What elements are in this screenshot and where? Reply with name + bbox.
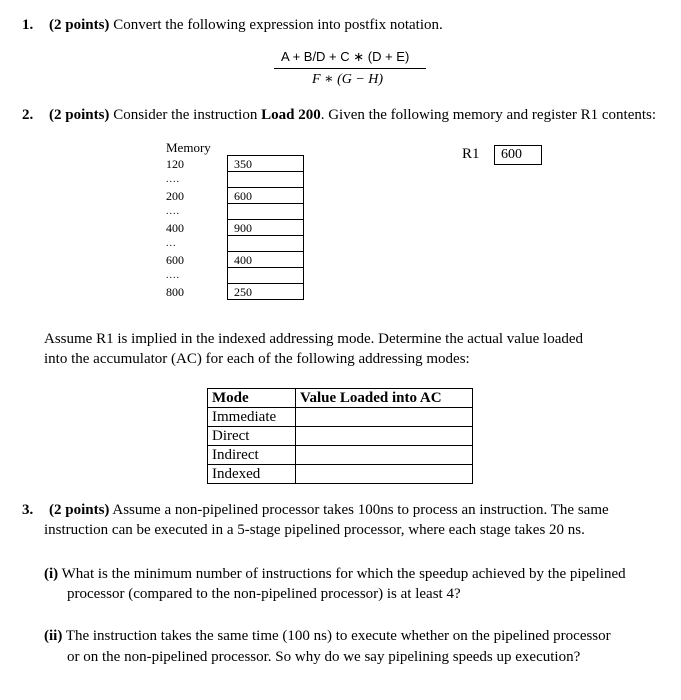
question-3-line-1: Assume a non-pipelined processor takes 100ns to process an instruction. The same (109, 502, 609, 518)
memory-address: 400 (166, 221, 184, 235)
expression-denominator: F ∗ (G − H) (312, 72, 384, 87)
memory-address: 120 (166, 157, 184, 171)
question-3-line-2: instruction can be executed in a 5-stage pipelined processor, where each stage takes 20 ns. (44, 522, 585, 538)
subquestion-ii-line-2: or on the non-pipelined processor. So why do we say pipelining speeds up execution? (67, 649, 581, 665)
question-2-number: 2. (22, 107, 34, 123)
memory-ellipsis: .... (166, 206, 180, 217)
register-value: 600 (494, 145, 542, 165)
memory-label: Memory (166, 140, 211, 155)
subquestion-ii-line-1: The instruction takes the same time (100 ns) to execute whether on the pipelined processor (62, 628, 611, 644)
question-1-number: 1. (22, 17, 34, 33)
memory-address: 800 (166, 285, 184, 299)
question-3 (22, 502, 609, 519)
subquestion-ii (44, 628, 611, 645)
value-cell (296, 427, 473, 446)
mode-cell: Indirect (208, 446, 296, 465)
table-row (208, 427, 473, 446)
subquestion-i-line-2: processor (compared to the non-pipelined processor) is at least 4? (67, 586, 461, 602)
question-1-text: Convert the following expression into postfix notation. (109, 17, 443, 33)
question-1-points: (2 points) (49, 17, 110, 33)
question-2-points: (2 points) (49, 107, 110, 123)
question-2 (22, 107, 656, 124)
question-2-text-a: Consider the instruction (109, 107, 262, 123)
table-row (208, 408, 473, 427)
memory-ellipsis: .... (166, 174, 180, 185)
subquestion-i-label: (i) (44, 566, 59, 582)
question-3-points: (2 points) (49, 502, 110, 518)
subquestion-i-line-1: What is the minimum number of instructions for which the speedup achieved by the pipelined (58, 566, 626, 582)
subquestion-ii-label: (ii) (44, 628, 63, 644)
memory-cell-empty (228, 268, 303, 284)
mode-cell: Indexed (208, 465, 296, 484)
register-label: R1 (462, 146, 480, 162)
mode-cell: Direct (208, 427, 296, 446)
memory-cell-empty (228, 236, 303, 252)
value-cell (296, 408, 473, 427)
memory-address: 600 (166, 253, 184, 267)
value-cell (296, 446, 473, 465)
subquestion-i (44, 566, 626, 583)
memory-cell-empty (228, 204, 303, 220)
question-2-text-b: . Given the following memory and register R1 contents: (320, 107, 657, 123)
question-2-instruction: Load 200 (261, 107, 321, 123)
memory-table (227, 155, 304, 300)
table-row (208, 465, 473, 484)
fraction-bar (274, 68, 426, 69)
assume-line-2: into the accumulator (AC) for each of the following addressing modes: (44, 351, 470, 367)
memory-cell: 400 (228, 252, 303, 268)
memory-cell: 350 (228, 156, 303, 172)
question-1 (22, 17, 443, 34)
mode-cell: Immediate (208, 408, 296, 427)
addressing-modes-table (207, 388, 473, 484)
value-cell (296, 465, 473, 484)
memory-cell: 900 (228, 220, 303, 236)
expression-numerator: A + B/D + C ∗ (D + E) (281, 49, 410, 64)
table-row (208, 446, 473, 465)
table-header: Mode (208, 389, 296, 408)
question-3-number: 3. (22, 502, 34, 518)
memory-ellipsis: ... (166, 238, 177, 249)
table-header-row (208, 389, 473, 408)
assume-line-1: Assume R1 is implied in the indexed addressing mode. Determine the actual value loaded (44, 331, 584, 347)
table-header: Value Loaded into AC (296, 389, 473, 408)
memory-address: 200 (166, 189, 184, 203)
memory-cell: 250 (234, 285, 252, 299)
memory-ellipsis: .... (166, 270, 180, 281)
memory-cell: 600 (228, 188, 303, 204)
memory-cell-empty (228, 172, 303, 188)
